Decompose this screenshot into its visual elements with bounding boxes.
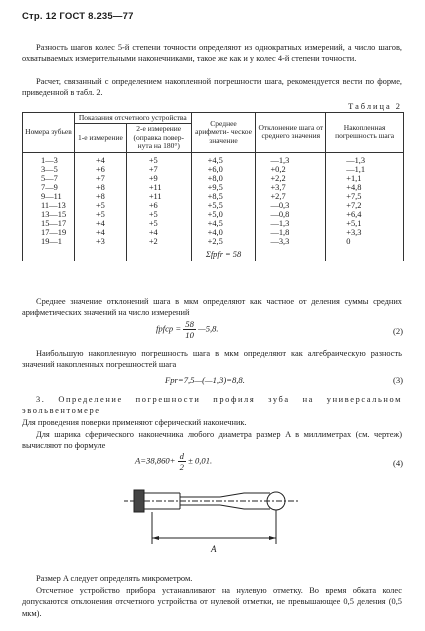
table-cell-num: 19—1 [41, 237, 62, 247]
column-measurement-2 [126, 152, 191, 261]
table-cell-avg: +4,5 [207, 155, 223, 165]
paragraph-spherical-tip: Для проведения поверки применяют сферический наконечник. [22, 417, 247, 427]
header-tooth-numbers: Номера зубьев [23, 113, 75, 153]
table-cell-num: 17—19 [41, 228, 67, 238]
formula-4-denominator: 2 [179, 462, 184, 472]
table-cell-acc: +7,2 [346, 201, 362, 211]
formula-4-numerator: d [179, 451, 184, 461]
table-cell-num: 9—11 [41, 192, 62, 201]
pitch-error-table [22, 112, 404, 261]
table-cell-dev: —0,8 [270, 210, 290, 220]
table-cell-meas2: +11 [148, 192, 162, 201]
table-cell-meas2: +5 [148, 219, 158, 229]
paragraph-micrometer: Размер A следует определять микрометром. [36, 574, 193, 583]
equation-number-2: (2) [392, 326, 403, 336]
column-tooth-numbers [23, 152, 75, 261]
table-cell-num: 5—7 [41, 173, 58, 183]
table-cell-meas1: +4 [95, 219, 105, 229]
table-cell-meas2: +9 [148, 173, 158, 183]
table-cell-dev: +2,7 [270, 192, 286, 201]
table-cell-meas2: +7 [148, 164, 158, 174]
table-cell-acc: —1,1 [346, 164, 366, 174]
spherical-tip-drawing [120, 482, 320, 560]
table-cell-meas1: +8 [95, 192, 105, 201]
table-cell-meas1: +6 [95, 164, 105, 174]
paragraph-zero-setting: Отсчетное устройство прибора устанавливают на нулевую отметку. Во время обката колес допускаются отклонения отсчетного устройства от нулевой отметки, не превышающее 0,5 деления (0,5 мкм). [22, 586, 402, 618]
formula-mean-deviation [156, 319, 219, 340]
formula-max-accumulated: Fpr=7,5—(—1,3)=8,8. [165, 375, 245, 385]
table-cell-acc: +7,5 [346, 192, 362, 201]
table-cell-num: 3—5 [41, 164, 58, 174]
table-cell-avg: +4,0 [207, 228, 223, 238]
table-cell-avg: +4,5 [207, 219, 223, 229]
table-cell-meas2: +4 [148, 228, 158, 238]
table-cell-avg: +6,0 [207, 164, 223, 174]
table-sum: Σfpfr = 58 [205, 249, 242, 259]
equation-number-3: (3) [392, 375, 403, 385]
paragraph-pitch-difference: Разность шагов колес 5-й степени точности определяют из однократных измерений, а число шагов, охватываемых измерительными наконечниками, такое же как и у колес 4-й степени точности. [22, 43, 402, 64]
column-measurement-1 [74, 152, 126, 261]
table-cell-meas1: +4 [95, 228, 105, 238]
table-cell-meas1: +7 [95, 173, 105, 183]
table-cell-acc: +3,3 [346, 228, 362, 238]
table-cell-acc: 0 [346, 237, 351, 247]
table-cell-dev: +3,7 [270, 182, 286, 192]
formula-1-lhs: fpfср = [156, 323, 182, 334]
table-cell-avg: +8,0 [207, 173, 223, 183]
table-cell-meas1: +3 [95, 237, 105, 247]
table-cell-meas1: +5 [95, 201, 105, 211]
table-cell-meas1: +4 [95, 155, 105, 165]
table-cell-acc: +1,1 [346, 173, 362, 183]
table-cell-num: 7—9 [41, 182, 58, 192]
table-cell-meas2: +6 [148, 201, 158, 211]
formula-1-numerator: 58 [185, 319, 194, 329]
header-measurement-2: 2-е измерение (оправка повер- нута на 180°) [126, 124, 191, 152]
formula-4-rhs: ± 0,01. [188, 455, 213, 466]
table-cell-num: 15—17 [41, 219, 67, 229]
table-cell-meas2: +5 [148, 210, 158, 220]
table-cell-num: 13—15 [41, 210, 67, 220]
header-readings-group: Показания отсчетного устройства [74, 113, 191, 124]
column-average [191, 152, 256, 261]
table-cell-dev: —0,3 [270, 201, 290, 211]
table-cell-acc: —1,3 [346, 155, 366, 165]
table-cell-avg: +5,5 [207, 201, 223, 211]
paragraph-calculation-form: Расчет, связанный с определением накопленной погрешности шага, рекомендуется вести по форме, приведенной в табл. 2. [22, 77, 402, 98]
table-title: Таблица 2 [348, 102, 402, 111]
drawing-dimension-label: A [211, 544, 217, 554]
header-accumulated: Накопленная погрешность шага [326, 113, 404, 153]
page-header: Стр. 12 ГОСТ 8.235—77 [22, 11, 134, 22]
table-cell-dev: +2,2 [270, 173, 286, 183]
section-profile-error-title: 3. Определение погрешности профиля зуба на универсальном эвольвентомере [22, 395, 402, 416]
table-cell-dev: —1,8 [270, 228, 290, 238]
header-average: Среднее арифмети- ческое значение [191, 113, 256, 153]
paragraph-max-accumulated: Наибольшую накопленную погрешность шага в мкм определяют как алгебраическую разность значений накопленных погрешностей шага [22, 349, 402, 370]
section-profile-error [22, 394, 402, 428]
equation-number-4: (4) [392, 458, 403, 468]
table-cell-avg: +8,5 [207, 192, 223, 201]
paragraph-mean-deviation: Среднее значение отклонений шага в мкм определяют как частное от деления суммы средних арифметических значений на число измерений [22, 297, 402, 318]
table-cell-acc: +5,1 [346, 219, 362, 229]
table-cell-avg: +5,0 [207, 210, 223, 220]
table-cell-num: 1—3 [41, 155, 58, 165]
column-accumulated [326, 152, 404, 261]
table-cell-meas2: +11 [148, 182, 162, 192]
formula-1-denominator: 10 [185, 330, 194, 340]
table-cell-num: 11—13 [41, 201, 66, 211]
table-cell-dev: +0,2 [270, 164, 286, 174]
column-deviation [256, 152, 326, 261]
table-cell-dev: —1,3 [270, 219, 290, 229]
table-cell-acc: +6,4 [346, 210, 362, 220]
table-cell-meas1: +5 [95, 210, 105, 220]
header-deviation: Отклонение шага от среднего значения [256, 113, 326, 153]
table-cell-avg: +2,5 [207, 237, 223, 247]
formula-4-fraction [178, 451, 186, 472]
formula-1-fraction [183, 319, 196, 340]
table-cell-meas1: +8 [95, 182, 105, 192]
table-cell-acc: +4,8 [346, 182, 362, 192]
paragraph-dimension-a: Для шарика сферического наконечника любого диаметра размер A в миллиметрах (см. чертеж) вычисляют по формуле [22, 430, 402, 451]
formula-4-lhs: A=38,860+ [135, 455, 176, 466]
table-cell-meas2: +2 [148, 237, 158, 247]
formula-1-rhs: —5,8. [198, 323, 219, 334]
table-cell-avg: +9,5 [207, 182, 223, 192]
table-cell-meas2: +5 [148, 155, 158, 165]
header-measurement-1: 1-е измерение [74, 124, 126, 152]
formula-dimension-a [135, 451, 212, 472]
table-cell-dev: —3,3 [270, 237, 290, 247]
tip-holder-left [134, 490, 144, 512]
table-cell-dev: —1,3 [270, 155, 290, 165]
